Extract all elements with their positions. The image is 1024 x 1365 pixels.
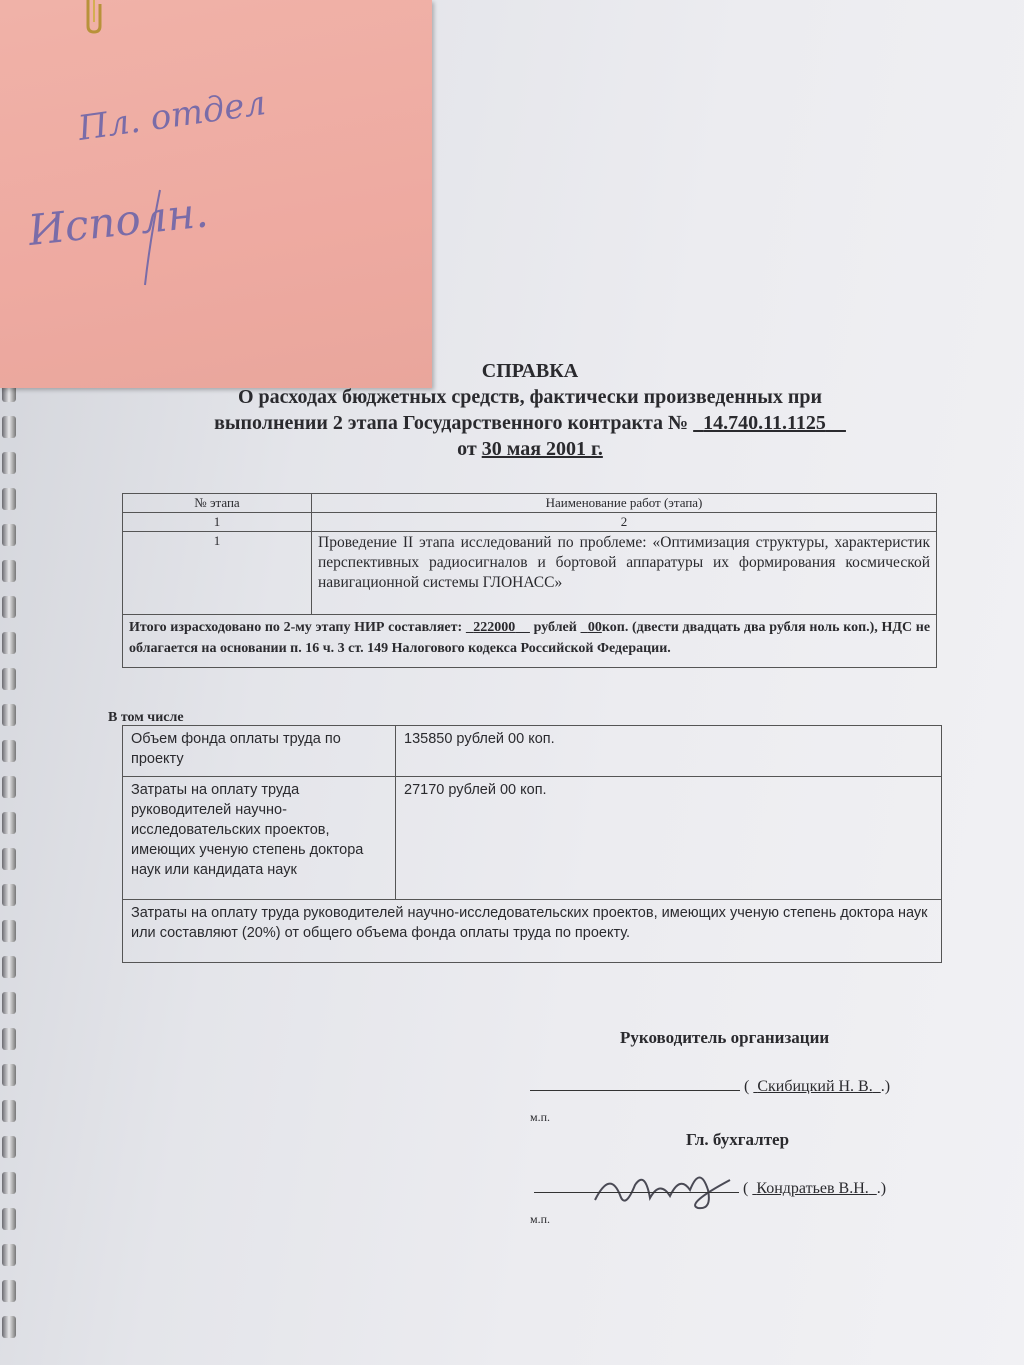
col-works-header: Наименование работ (этапа) bbox=[312, 494, 937, 513]
total-prefix: Итого израсходовано по 2-му этапу НИР составляет: bbox=[129, 620, 463, 635]
including-label: В том числе bbox=[108, 710, 184, 725]
date-value: 30 мая 2001 г. bbox=[481, 438, 603, 460]
table-row bbox=[123, 726, 942, 777]
leaders-pay-label: Затраты на оплату труда руководителей научно-исследовательских проектов, имеющих ученую степень доктора наук или кандидата наук bbox=[123, 777, 396, 900]
leaders-pay-note: Затраты на оплату труда руководителей научно-исследовательских проектов, имеющих ученую степень доктора наук или составляют (20%) от общего объема фонда оплаты труда по проекту. bbox=[123, 900, 942, 963]
col-works-index: 2 bbox=[312, 513, 937, 532]
head-signature-line: ( Скибицкий Н. В. .) bbox=[530, 1078, 890, 1096]
stamp-place-1: м.п. bbox=[530, 1110, 551, 1124]
col-stage-header: № этапа bbox=[123, 494, 312, 513]
total-spent bbox=[123, 615, 937, 668]
head-title: Руководитель организации bbox=[620, 1028, 830, 1047]
total-kop-amount: 00 bbox=[587, 620, 602, 635]
date-prefix: от bbox=[457, 438, 477, 460]
total-amount: 222000 bbox=[473, 620, 516, 635]
accountant-title: Гл. бухгалтер bbox=[686, 1130, 790, 1149]
breakdown-table bbox=[122, 725, 942, 963]
total-rub: рублей bbox=[533, 620, 577, 635]
spiral-binding bbox=[0, 380, 26, 1365]
accountant-name: Кондратьев В.Н. bbox=[756, 1180, 869, 1197]
subtitle-prefix: выполнении 2 этапа Государственного контракта № bbox=[214, 412, 689, 434]
contract-number bbox=[693, 412, 846, 434]
sticky-note bbox=[0, 0, 432, 388]
document-header bbox=[0, 358, 1024, 462]
col-stage-index: 1 bbox=[123, 513, 312, 532]
handwriting-line-2: Исполн. bbox=[25, 187, 211, 255]
document-subtitle-line1: О расходах бюджетных средств, фактически произведенных при bbox=[237, 386, 823, 408]
document-subtitle-line2 bbox=[0, 410, 1024, 436]
stage-number: 1 bbox=[123, 532, 312, 615]
table-row bbox=[123, 532, 937, 615]
table-row bbox=[123, 777, 942, 900]
head-name: Скибицкий Н. В. bbox=[757, 1078, 873, 1095]
handwriting-line-1: Пл. отдел bbox=[75, 83, 269, 149]
stage-description: Проведение II этапа исследований по проблеме: «Оптимизация структуры, характеристик перспективных радиосигналов и бортовой аппаратуры их формирования космической навигационной системы ГЛОНАСС» bbox=[312, 532, 937, 615]
document-title: СПРАВКА bbox=[481, 360, 579, 382]
accountant-signature-line: ( Кондратьев В.Н. .) bbox=[534, 1180, 886, 1198]
contract-number-value: 14.740.11.1125 bbox=[703, 412, 826, 434]
stamp-place-2: м.п. bbox=[530, 1212, 551, 1226]
payroll-fund-value: 135850 рублей 00 коп. bbox=[396, 726, 942, 777]
payroll-fund-label: Объем фонда оплаты труда по проекту bbox=[123, 726, 396, 777]
total-suffix: коп. (двести двадцать два рубля ноль коп.), НДС не облагается на основании п. 16 ч. 3 ст. 149 Налогового кодекса Российской Федерации. bbox=[129, 620, 931, 656]
document-date bbox=[0, 436, 1024, 462]
handwritten-note bbox=[0, 0, 432, 388]
leaders-pay-value: 27170 рублей 00 коп. bbox=[396, 777, 942, 900]
stages-table bbox=[122, 493, 937, 668]
